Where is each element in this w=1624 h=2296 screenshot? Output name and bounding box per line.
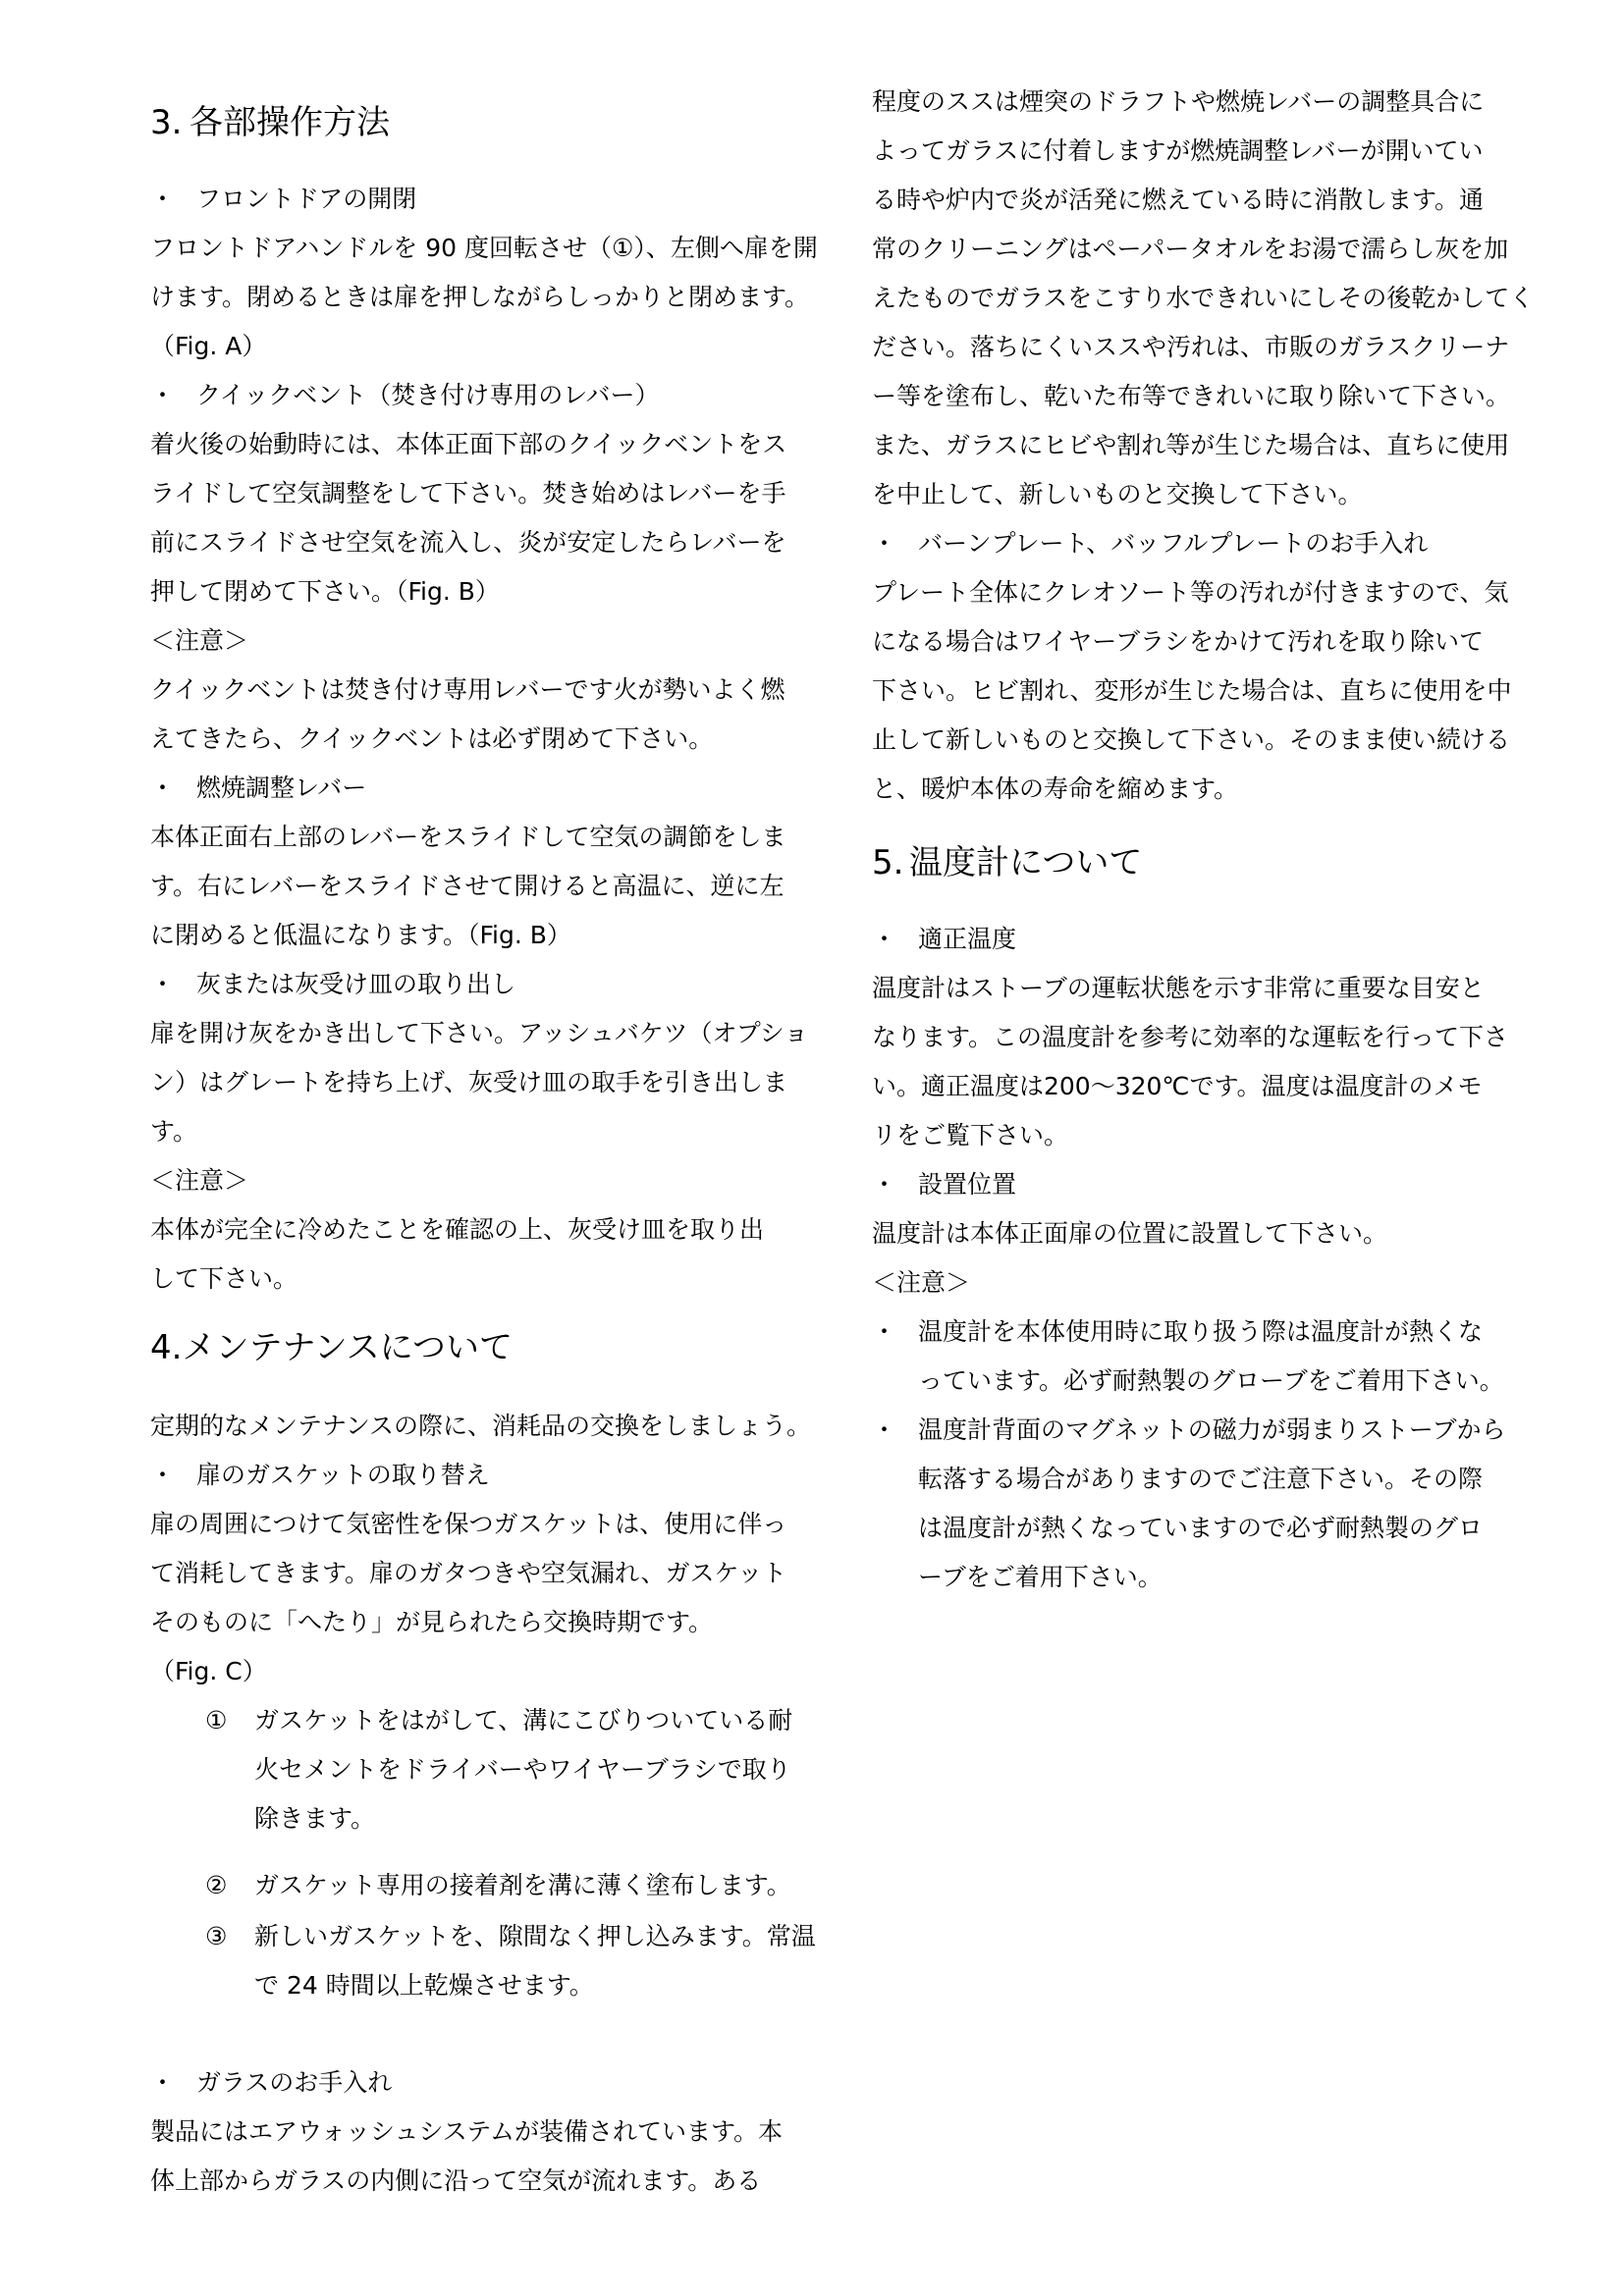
paragraph-line: そのものに「へたり」が見られたら交換時期です。: [150, 1608, 714, 1636]
caution-text: 転落する場合がありますのでご注意下さい。その際: [918, 1465, 1484, 1493]
paragraph-line: えたものでガラスをこすり水できれいにしその後乾かしてく: [872, 284, 1535, 312]
paragraph-line: 定期的なメンテナンスの際に、消耗品の交換をしましょう。: [150, 1412, 812, 1440]
bullet-label: クイックベント（焚き付け専用のレバー）: [196, 381, 660, 409]
paragraph-line: 温度計はストーブの運転状態を示す非常に重要な目安と: [872, 974, 1485, 1002]
section-title: 温度計について: [909, 843, 1143, 882]
paragraph-line: よってガラスに付着しますが燃焼調整レバーが開いてい: [872, 136, 1484, 165]
bullet-mark: ・: [872, 529, 897, 558]
bullet-glass: [150, 2061, 828, 2105]
step-mark: ②: [205, 1871, 228, 1899]
paragraph-line: い。適正温度は200～320℃です。温度は温度計のメモ: [872, 1072, 1483, 1100]
caution-heading: ＜注意＞: [150, 1166, 249, 1195]
step-text: 火セメントをドライバーやワイヤーブラシで取り: [254, 1755, 791, 1784]
paragraph-line: と、暖炉本体の寿命を縮めます。: [872, 774, 1239, 803]
bullet-proper-temp: [872, 918, 1549, 961]
caution-text: 温度計背面のマグネットの磁力が弱まりストーブから: [918, 1415, 1506, 1444]
caution-text: っています。必ず耐熱製のグローブをご着用下さい。: [918, 1366, 1504, 1395]
caution-item-2: [872, 1409, 1549, 1452]
step-text: 除きます。: [254, 1804, 376, 1833]
paragraph-line: 扉を開け灰をかき出して下さい。アッシュバケツ（オプショ: [150, 1019, 809, 1047]
step-text: ガスケットをはがして、溝にこびりついている耐: [254, 1706, 793, 1735]
bullet-combustion-lever: [150, 767, 828, 810]
caution-line: クイックベントは焚き付け専用レバーです火が勢いよく燃: [150, 675, 785, 704]
numbered-step-2: [150, 1864, 883, 1907]
bullet-mark: ・: [872, 925, 897, 953]
paragraph-line: なります。この温度計を参考に効率的な運転を行って下さ: [872, 1023, 1509, 1051]
paragraph-line: 着火後の始動時には、本体正面下部のクイックベントをス: [150, 430, 787, 458]
paragraph-line: す。: [150, 1117, 198, 1146]
paragraph-line: 温度計は本体正面扉の位置に設置して下さい。: [872, 1219, 1388, 1248]
bullet-mark: ・: [150, 1461, 176, 1489]
bullet-mark: ・: [872, 1415, 897, 1444]
paragraph-line: 下さい。ヒビ割れ、変形が生じた場合は、直ちに使用を中: [872, 676, 1512, 705]
section-5-heading: [872, 838, 1549, 887]
bullet-mark: ・: [150, 970, 176, 998]
section-3-heading: [150, 98, 828, 147]
paragraph-line: ライドして空気調整をして下さい。焚き始めはレバーを手: [150, 479, 786, 507]
caution-line: えてきたら、クイックベントは必ず閉めて下さい。: [150, 724, 714, 753]
step-text: で 24 時間以上乾燥させます。: [254, 1971, 594, 2000]
paragraph-line: ださい。落ちにくいススや汚れは、市販のガラスクリーナ: [872, 333, 1510, 361]
paragraph-line: になる場合はワイヤーブラシをかけて汚れを取り除いて: [872, 627, 1485, 656]
caution-line: 本体が完全に冷めたことを確認の上、灰受け皿を取り出: [150, 1215, 765, 1244]
bullet-label: 燃焼調整レバー: [196, 774, 367, 802]
bullet-quick-vent: [150, 374, 828, 417]
caution-line: して下さい。: [150, 1264, 298, 1293]
bullet-mark: ・: [872, 1170, 897, 1199]
paragraph-line: て消耗してきます。扉のガタつきや空気漏れ、ガスケット: [150, 1559, 787, 1587]
paragraph-line: に閉めると低温になります。（Fig. B）: [150, 921, 571, 949]
paragraph-line: プレート全体にクレオソート等の汚れが付きますので、気: [872, 578, 1509, 607]
paragraph-line: （Fig. A）: [150, 332, 267, 360]
bullet-label: 適正温度: [918, 925, 1017, 953]
section-number: 3.: [150, 103, 183, 142]
bullet-mark: ・: [150, 2068, 176, 2097]
paragraph-line: 押して閉めて下さい。（Fig. B）: [150, 577, 500, 606]
paragraph-line: る時や炉内で炎が活発に燃えている時に消散します。通: [872, 186, 1485, 214]
caution-heading: ＜注意＞: [872, 1268, 971, 1297]
bullet-label: フロントドアの開閉: [196, 185, 417, 213]
step-mark: ①: [205, 1706, 228, 1735]
bullet-label: 灰または灰受け皿の取り出し: [196, 970, 516, 998]
step-text: 新しいガスケットを、隙間なく押し込みます。常温: [254, 1922, 816, 1950]
section-number: 5.: [872, 843, 904, 882]
caution-text: は温度計が熱くなっていますので必ず耐熱製のグロ: [918, 1514, 1484, 1542]
paragraph-line: す。右にレバーをスライドさせて開けると高温に、逆に左: [150, 872, 785, 900]
paragraph-line: 前にスライドさせ空気を流入し、炎が安定したらレバーを: [150, 528, 786, 557]
caution-text: 温度計を本体使用時に取り扱う際は温度計が熱くな: [918, 1317, 1484, 1346]
paragraph-line: フロントドアハンドルを 90 度回転させ（①）、左側へ扉を開: [150, 234, 818, 262]
step-text: ガスケット専用の接着剤を溝に薄く塗布します。: [254, 1871, 791, 1899]
caution-heading: ＜注意＞: [150, 626, 249, 655]
bullet-mark: ・: [150, 381, 176, 409]
paragraph-line: 体上部からガラスの内側に沿って空気が流れます。ある: [150, 2166, 762, 2195]
paragraph-line: また、ガラスにヒビや割れ等が生じた場合は、直ちに使用: [872, 431, 1510, 459]
bullet-front-door: [150, 178, 828, 221]
section-4-heading: 4.メンテナンスについて: [150, 1328, 514, 1367]
paragraph-line: リをご覧下さい。: [872, 1121, 1069, 1149]
paragraph-line: 扉の周囲につけて気密性を保つガスケットは、使用に伴っ: [150, 1510, 787, 1538]
bullet-ash: [150, 963, 828, 1006]
bullet-mark: ・: [872, 1317, 897, 1346]
paragraph-line: けます。閉めるときは扉を押しながらしっかりと閉めます。: [150, 283, 810, 311]
paragraph-line: 止して新しいものと交換して下さい。そのまま使い続ける: [872, 725, 1511, 754]
paragraph-line: 製品にはエアウォッシュシステムが装備されています。本: [150, 2117, 784, 2146]
paragraph-line: ン）はグレートを持ち上げ、灰受け皿の取手を引き出しま: [150, 1068, 788, 1096]
bullet-label: ガラスのお手入れ: [196, 2068, 393, 2097]
paragraph-line: （Fig. C）: [150, 1657, 267, 1685]
bullet-position: [872, 1163, 1549, 1206]
caution-item-1: [872, 1310, 1549, 1354]
section-title: 各部操作方法: [189, 103, 390, 142]
numbered-step-3: [150, 1915, 883, 1958]
paragraph-line: を中止して、新しいものと交換して下さい。: [872, 480, 1363, 508]
bullet-mark: ・: [150, 185, 176, 213]
caution-text: ーブをご着用下さい。: [918, 1563, 1163, 1591]
numbered-step-1: [150, 1699, 883, 1742]
bullet-plates: [872, 522, 1549, 565]
step-mark: ③: [205, 1922, 228, 1950]
paragraph-line: 常のクリーニングはペーパータオルをお湯で濡らし灰を加: [872, 235, 1509, 263]
bullet-label: 設置位置: [918, 1170, 1017, 1199]
bullet-mark: ・: [150, 774, 176, 802]
bullet-label: バーンプレート、バッフルプレートのお手入れ: [918, 529, 1429, 558]
paragraph-line: ー等を塗布し、乾いた布等できれいに取り除いて下さい。: [872, 382, 1511, 410]
bullet-label: 扉のガスケットの取り替え: [196, 1461, 490, 1489]
bullet-gasket: [150, 1454, 828, 1497]
paragraph-line: 本体正面右上部のレバーをスライドして空気の調節をしま: [150, 823, 786, 851]
paragraph-line: 程度のススは煙突のドラフトや燃焼レバーの調整具合に: [872, 87, 1485, 116]
